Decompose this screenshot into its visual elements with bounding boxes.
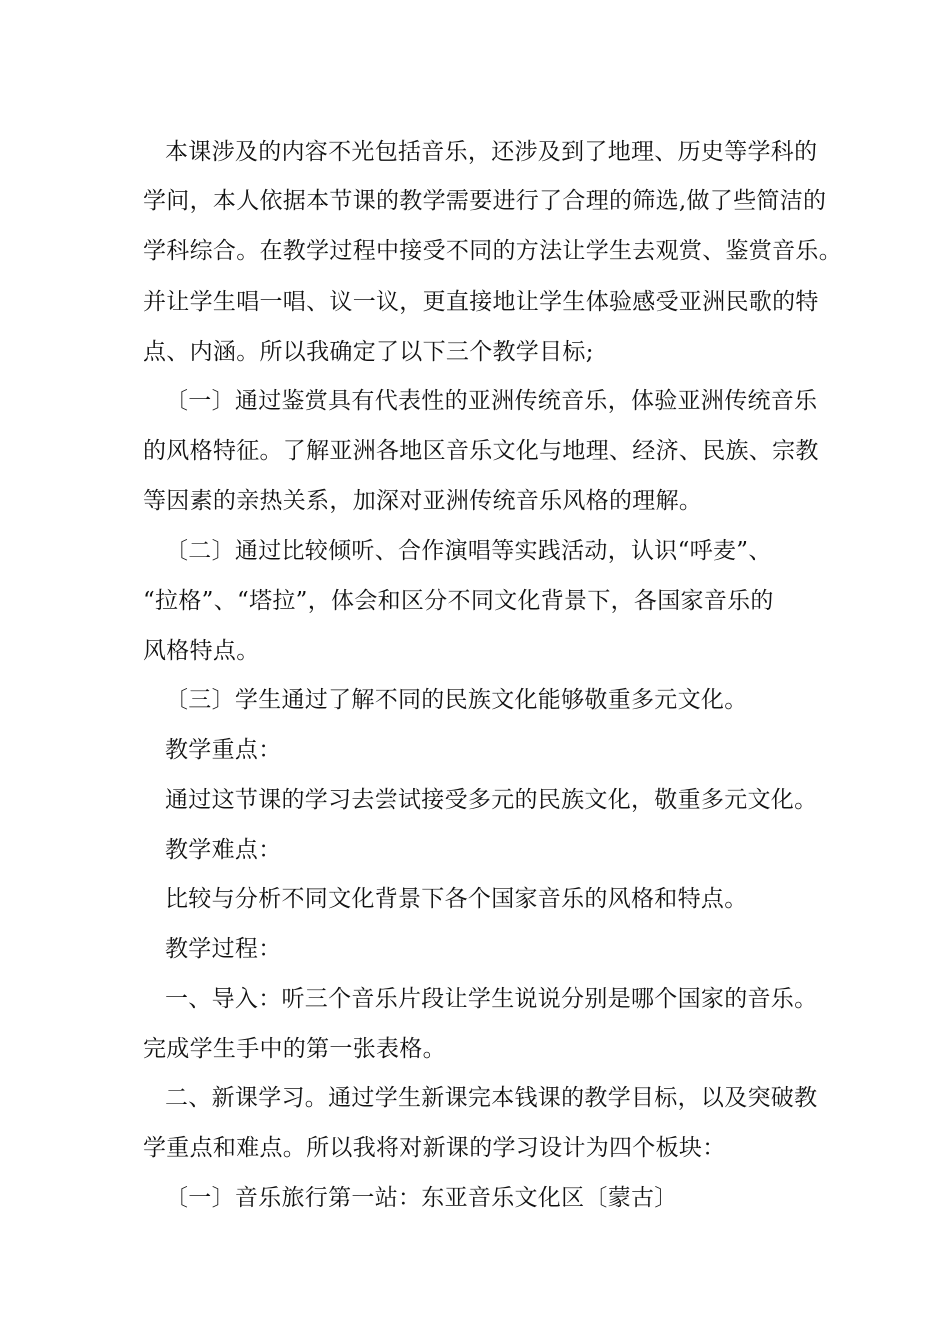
text-line-10: “拉格”、“塔拉”，体会和区分不同文化背景下，各国家音乐的 bbox=[143, 588, 774, 614]
text-line-18: 一、导入：听三个音乐片段让学生说说分别是哪个国家的音乐。 bbox=[165, 986, 818, 1012]
text-line-21: 学重点和难点。所以我将对新课的学习设计为四个板块： bbox=[143, 1135, 726, 1161]
text-line-7: 的风格特征。了解亚洲各地区音乐文化与地理、经济、民族、宗教 bbox=[143, 438, 819, 464]
text-line-16: 比较与分析不同文化背景下各个国家音乐的风格和特点。 bbox=[165, 886, 748, 912]
text-line-11: 风格特点。 bbox=[143, 638, 260, 664]
text-line-14: 通过这节课的学习去尝试接受多元的民族文化，敬重多元文化。 bbox=[165, 787, 818, 813]
text-line-9: 〔二〕通过比较倾听、合作演唱等实践活动，认识“呼麦”、 bbox=[165, 538, 772, 564]
text-line-19: 完成学生手中的第一张表格。 bbox=[143, 1036, 446, 1062]
text-line-2: 学问，本人依据本节课的教学需要进行了合理的筛选,做了些简洁的 bbox=[143, 188, 827, 214]
heading-teaching-process: 教学过程： bbox=[165, 936, 282, 962]
text-line-5: 点、内涵。所以我确定了以下三个教学目标; bbox=[143, 339, 594, 365]
heading-teaching-focus: 教学重点： bbox=[165, 737, 282, 763]
text-line-12: 〔三〕学生通过了解不同的民族文化能够敬重多元文化。 bbox=[165, 687, 748, 713]
heading-teaching-difficulty: 教学难点： bbox=[165, 837, 282, 863]
text-line-4: 并让学生唱一唱、议一议，更直接地让学生体验感受亚洲民歌的特 bbox=[143, 289, 819, 315]
text-line-6: 〔一〕通过鉴赏具有代表性的亚洲传统音乐，体验亚洲传统音乐 bbox=[165, 388, 818, 414]
text-line-8: 等因素的亲热关系，加深对亚洲传统音乐风格的理解。 bbox=[143, 488, 703, 514]
text-line-3: 学科综合。在教学过程中接受不同的方法让学生去观赏、鉴赏音乐。 bbox=[143, 238, 842, 264]
text-line-22: 〔一〕音乐旅行第一站：东亚音乐文化区〔蒙古〕 bbox=[165, 1185, 678, 1211]
text-line-1: 本课涉及的内容不光包括音乐，还涉及到了地理、历史等学科的 bbox=[165, 139, 818, 165]
text-line-20: 二、新课学习。通过学生新课完本钱课的教学目标，以及突破教 bbox=[165, 1085, 818, 1111]
